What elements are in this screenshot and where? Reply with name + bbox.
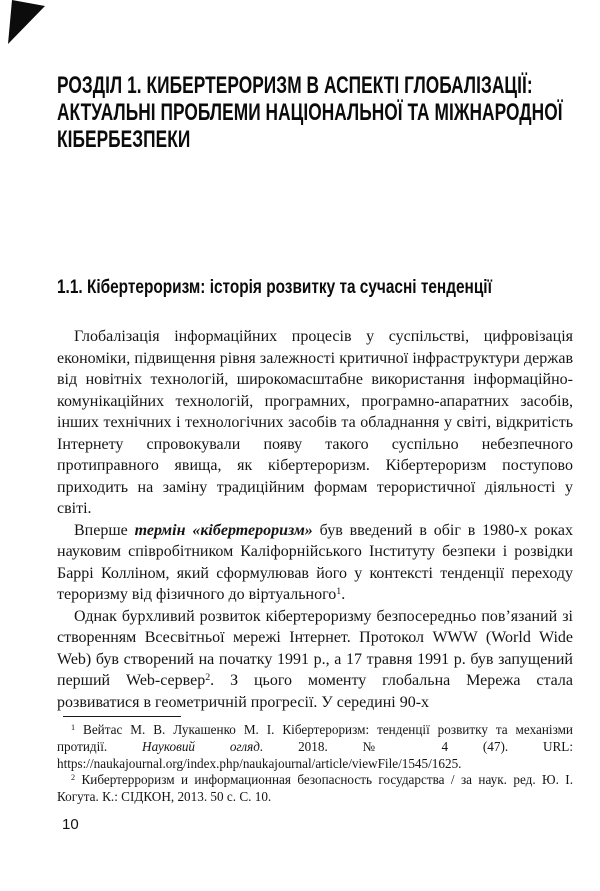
page-corner-fold-mark bbox=[0, 0, 52, 50]
paragraph-internet-history bbox=[57, 606, 573, 714]
footnote-ref-1: 1 bbox=[336, 586, 342, 598]
section-heading-text: 1.1. Кібертероризм: історія розвитку та сучасні тенденції bbox=[57, 277, 492, 298]
footnote-2-text: Кибертерроризм и информационная безопасность государства / за наук. ред. Ю. І. Когута. К.: СІДКОН, 2013. 50 с. С. 10. bbox=[57, 772, 573, 805]
footnote-1-journal: Науковий огляд. bbox=[142, 738, 264, 754]
chapter-heading-text: РОЗДІЛ 1. КИБЕРТЕРОРИЗМ В АСПЕКТІ ГЛОБАЛІЗАЦІЇ: АКТУАЛЬНІ ПРОБЛЕМИ НАЦІОНАЛЬНОЇ ТА МІЖНАРОДНОЇ КІБЕРБЕЗПЕКИ bbox=[57, 72, 563, 153]
paragraph-term-origin-tail: . bbox=[341, 586, 346, 603]
page-number: 10 bbox=[62, 816, 79, 833]
paragraph-term-origin-rest: був введений в обіг в 1980-х роках науковим співробітником Каліфорнійського Інституту безпеки і розвідки Баррі Колліном, який сформулював його у контексті тенденції переходу тероризму від фізичного до віртуального bbox=[57, 521, 574, 603]
footnotes-section bbox=[57, 716, 573, 806]
footnote-1 bbox=[57, 722, 573, 772]
footnote-1-text-before: Вейтас М. В. Лукашенко М. І. Кібертероризм: тенденції розвитку та механізми протидії. bbox=[57, 722, 573, 754]
footnote-2 bbox=[57, 772, 573, 806]
footnote-1-marker: 1 bbox=[71, 722, 76, 732]
paragraph-term-origin-lead: Вперше bbox=[74, 521, 135, 539]
footnote-ref-2: 2 bbox=[205, 672, 211, 684]
footnote-1-text-after: 2018. № 4 (47). URL: https://naukajournal.org/index.php/naukajournal/article/viewFile/1545/1625. bbox=[57, 738, 573, 771]
paragraph-globalization: Глобалізація інформаційних процесів у суспільстві, цифровізація економіки, підвищення рівня залежності критичної інфраструктури держав від новітніх технологій, широкомасштабне використання інформаційно-комунікаційних технологій, програмних, програмно-апаратних засобів, інших технічних і технологічних засобів та обладнання у світі, відкритість Інтернету спровокували появу такого суспільно небезпечного протиправного явища, як кібертероризм. Кібертероризм поступово приходить на заміну традиційним формам терористичної діяльності у світі. bbox=[57, 328, 573, 517]
body-text bbox=[57, 326, 573, 713]
footnote-separator-rule bbox=[63, 716, 181, 717]
section-heading bbox=[57, 277, 594, 299]
term-kiberteroryzm: термін «кібертероризм» bbox=[134, 521, 313, 539]
footnote-2-marker: 2 bbox=[71, 773, 76, 783]
chapter-heading bbox=[57, 72, 577, 153]
paragraph-term-origin bbox=[57, 520, 573, 606]
paragraph-internet-history-part2: . З цього моменту глобальна Мережа стала розвиватися в геометричній прогресії. У середині 90-х bbox=[57, 672, 573, 711]
paragraph-internet-history-part1: Однак бурхливий розвиток кібертероризму безпосередньо пов’язаний зі створенням Всесвітньої мережі Інтернет. Протокол WWW (World Wide Web) був створений на початку 1991 р., а 17 травня 1991 р. був запущений перший Web-сервер bbox=[57, 607, 573, 689]
